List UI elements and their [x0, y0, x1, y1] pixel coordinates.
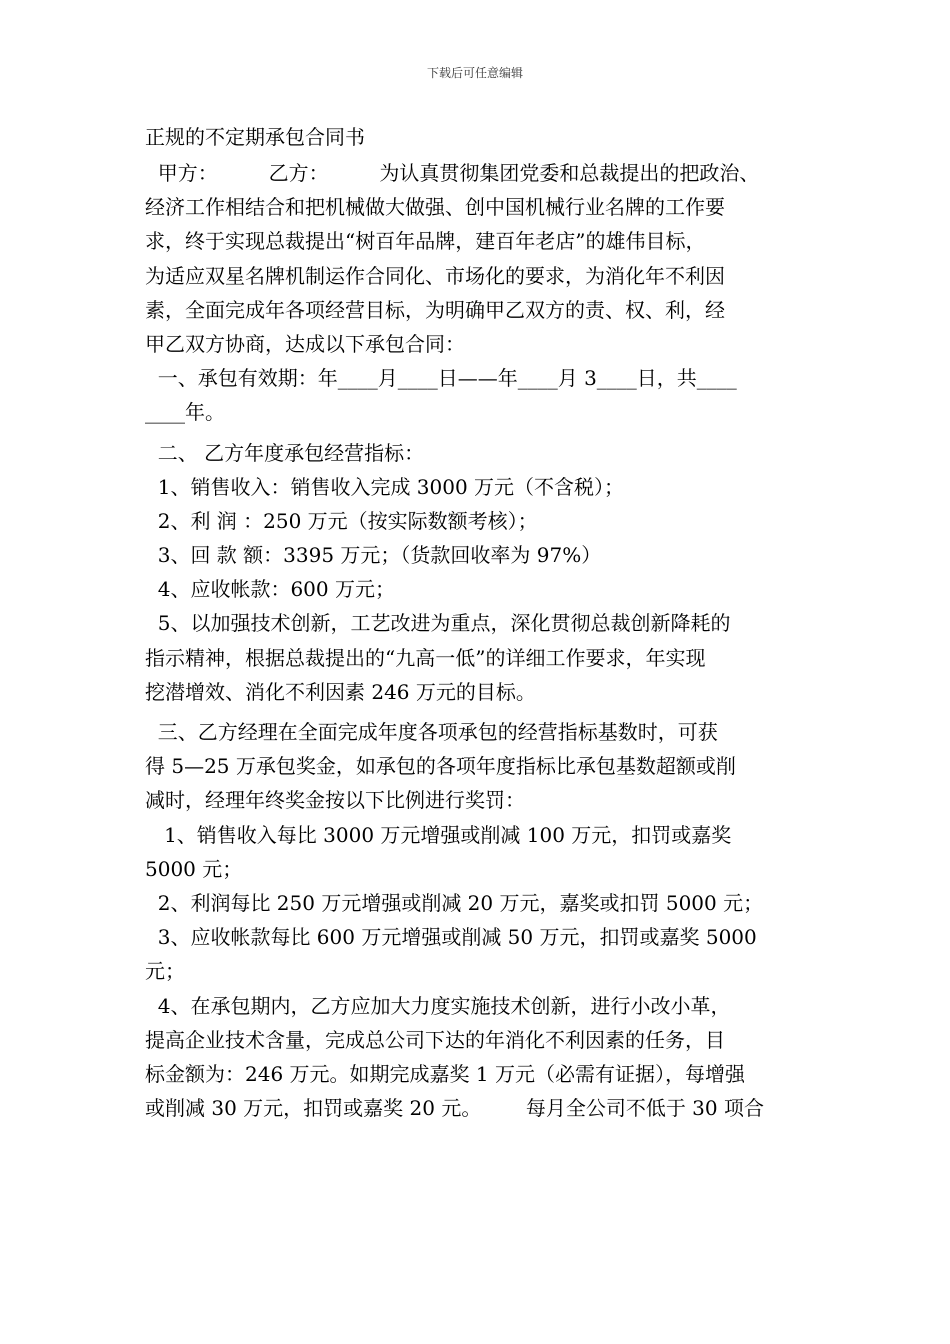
paragraph-line: 指示精神，根据总裁提出的“九高一低”的详细工作要求，年实现 [145, 645, 706, 670]
paragraph-line: 提高企业技术含量，完成总公司下达的年消化不利因素的任务，目 [145, 1027, 725, 1052]
document-title: 正规的不定期承包合同书 [145, 125, 365, 149]
paragraph-line: 元； [145, 959, 185, 984]
paragraph-line: 4、应收帐款：600 万元； [145, 577, 395, 602]
paragraph-line: 求，终于实现总裁提出“树百年品牌，建百年老店”的雄伟目标， [145, 229, 706, 254]
paragraph-line: 为适应双星名牌机制运作合同化、市场化的要求，为消化年不利因 [145, 263, 725, 288]
paragraph-line: 挖潜增效、消化不利因素 246 万元的目标。 [145, 679, 536, 704]
paragraph-line: 甲乙双方协商，达成以下承包合同： [145, 331, 465, 356]
paragraph-line: 三、乙方经理在全面完成年度各项承包的经营指标基数时，可获 [145, 720, 718, 744]
paragraph-line: 素，全面完成年各项经营目标，为明确甲乙双方的责、权、利，经 [145, 297, 725, 322]
paragraph-line: 减时，经理年终奖金按以下比例进行奖罚： [145, 788, 525, 813]
paragraph-line: 标金额为：246 万元。如期完成嘉奖 1 万元（必需有证据），每增强 [145, 1061, 745, 1086]
paragraph-line: 或削减 30 万元，扣罚或嘉奖 20 元。 每月全公司不低于 30 项合 [145, 1096, 764, 1121]
paragraph-line: 经济工作相结合和把机械做大做强、创中国机械行业名牌的工作要 [145, 195, 725, 220]
paragraph-line: 1、销售收入：销售收入完成 3000 万元（不含税）； [145, 474, 625, 499]
paragraph-line: 得 5—25 万承包奖金，如承包的各项年度指标比承包基数超额或削 [145, 754, 736, 779]
paragraph-line: 二、 乙方年度承包经营指标： [145, 440, 425, 465]
paragraph-line: 4、在承包期内，乙方应加大力度实施技术创新，进行小改小革， [145, 993, 731, 1018]
paragraph-line: 甲方： 乙方： 为认真贯彻集团党委和总裁提出的把政治、 [145, 161, 760, 185]
paragraph-line: 5000 元； [145, 856, 243, 881]
paragraph-line: 3、应收帐款每比 600 万元增强或削减 50 万元，扣罚或嘉奖 5000 [145, 925, 757, 950]
paragraph-line: 1、销售收入每比 3000 万元增强或削减 100 万元，扣罚或嘉奖 [145, 822, 732, 847]
paragraph-line: 5、以加强技术创新，工艺改进为重点，深化贯彻总裁创新降耗的 [145, 611, 731, 636]
paragraph-line: 2、利 润 ：250 万元（按实际数额考核）； [145, 508, 538, 533]
paragraph-line: 3、回 款 额：3395 万元；（货款回收率为 97%） [145, 543, 602, 568]
paragraph-line: 2、利润每比 250 万元增强或削减 20 万元，嘉奖或扣罚 5000 元； [145, 890, 764, 915]
header-note: 下载后可任意编辑 [426, 66, 523, 80]
document-body [145, 118, 815, 1125]
paragraph-line: ____年。 [145, 400, 225, 425]
paragraph-line: 一、承包有效期：年____月____日——年____月 3____日，共____ [145, 366, 737, 391]
